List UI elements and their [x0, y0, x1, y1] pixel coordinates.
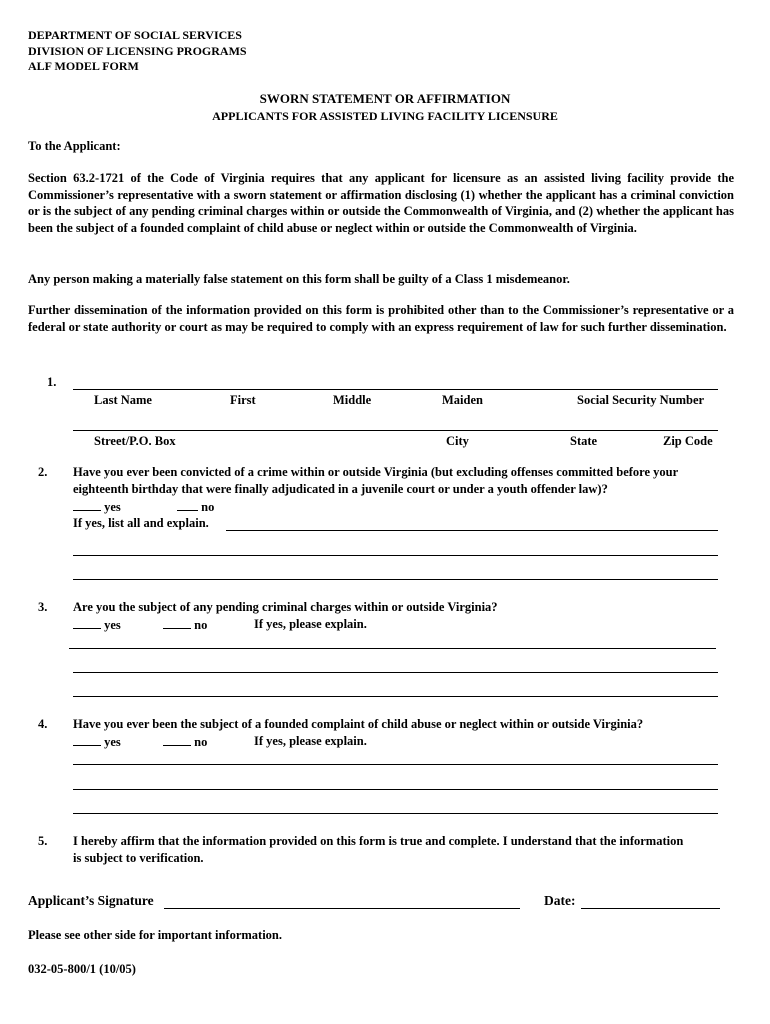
q3-explain-line-3[interactable] — [73, 696, 718, 697]
q4-no-row — [163, 733, 207, 751]
q2-explain-line-1[interactable] — [226, 530, 718, 531]
q2-explain-label: If yes, list all and explain. — [73, 516, 209, 530]
q5-text: I hereby affirm that the information provided on this form is true and complete. I understand that the information is subject to verification. — [73, 834, 684, 865]
q3-no-row — [163, 616, 207, 634]
q4-yes-row — [73, 733, 121, 751]
signature-label: Applicant’s Signature — [28, 893, 154, 908]
header-line-1: DEPARTMENT OF SOCIAL SERVICES — [28, 28, 242, 42]
q3-yes-label: yes — [104, 618, 121, 632]
maiden-name-label: Maiden — [442, 393, 483, 407]
q2-answer-row — [73, 498, 121, 516]
name-ssn-line[interactable] — [73, 389, 718, 390]
paragraph-dissemination: Further dissemination of the information provided on this form is prohibited other than to the Commissioner’s representative or a federal or state authority or court as may be required to comply with an express requirement of law for such further dissemination. — [28, 303, 734, 334]
q3-text: Are you the subject of any pending criminal charges within or outside Virginia? — [73, 600, 498, 614]
q3-explain-line-2[interactable] — [73, 672, 718, 673]
q2-number: 2. — [38, 465, 48, 479]
form-title: SWORN STATEMENT OR AFFIRMATION — [259, 91, 511, 106]
q2-no-row — [177, 498, 214, 516]
q4-no-blank[interactable] — [163, 733, 191, 746]
city-label: City — [446, 434, 469, 448]
q3-explain-label: If yes, please explain. — [254, 617, 367, 631]
date-line[interactable] — [581, 908, 720, 909]
q2-yes-label: yes — [104, 500, 121, 514]
street-label: Street/P.O. Box — [94, 434, 176, 448]
q2-explain-line-3[interactable] — [73, 579, 718, 580]
q4-explain-line-3[interactable] — [73, 813, 718, 814]
q3-no-blank[interactable] — [163, 616, 191, 629]
q4-explain-label: If yes, please explain. — [254, 734, 367, 748]
signature-line[interactable] — [164, 908, 520, 909]
q2-no-label: no — [201, 500, 215, 514]
q2-explain-line-2[interactable] — [73, 555, 718, 556]
salutation: To the Applicant: — [28, 139, 121, 153]
q3-yes-row — [73, 616, 121, 634]
q5-number: 5. — [38, 834, 48, 848]
q4-explain-line-2[interactable] — [73, 789, 718, 790]
ssn-label: Social Security Number — [577, 393, 705, 407]
q2-yes-blank[interactable] — [73, 498, 101, 511]
q3-number: 3. — [38, 600, 48, 614]
first-name-label: First — [230, 393, 256, 407]
agency-header — [28, 28, 247, 75]
other-side-note: Please see other side for important information. — [28, 928, 283, 942]
paragraph-legal-basis: Section 63.2-1721 of the Code of Virginia requires that any applicant for licensure as an assisted living facility provide the Commissioner’s representative with a sworn statement or affirmation disclosing (1) whether the applicant has a criminal conviction or is the subject of any pending criminal charges within or outside the Commonwealth of Virginia, and (2) whether the applicant has been the subject of a founded complaint of child abuse or neglect within or outside the Commonwealth of Virginia. — [28, 171, 734, 235]
q2-no-blank[interactable] — [177, 498, 198, 511]
state-label: State — [570, 434, 598, 448]
address-line[interactable] — [73, 430, 718, 431]
header-line-2: DIVISION OF LICENSING PROGRAMS — [28, 43, 247, 58]
q1-number: 1. — [47, 375, 57, 389]
q4-yes-label: yes — [104, 735, 121, 749]
last-name-label: Last Name — [94, 393, 152, 407]
form-subtitle: APPLICANTS FOR ASSISTED LIVING FACILITY LICENSURE — [212, 109, 558, 123]
middle-name-label: Middle — [333, 393, 372, 407]
paragraph-false-statement: Any person making a materially false statement on this form shall be guilty of a Class 1 misdemeanor. — [28, 272, 570, 286]
q4-yes-blank[interactable] — [73, 733, 101, 746]
form-number: 032-05-800/1 (10/05) — [28, 962, 136, 976]
date-label: Date: — [544, 893, 576, 908]
q2-text: Have you ever been convicted of a crime within or outside Virginia (but excluding offenses committed before your eighteenth birthday that were finally adjudicated in a juvenile court or under a youth offender law)? — [73, 465, 678, 496]
q4-text: Have you ever been the subject of a founded complaint of child abuse or neglect within or outside Virginia? — [73, 717, 644, 731]
q3-no-label: no — [194, 618, 208, 632]
q3-explain-line-1[interactable] — [69, 648, 716, 649]
header-line-3: ALF MODEL FORM — [28, 59, 139, 73]
q4-explain-line-1[interactable] — [73, 764, 718, 765]
zip-label: Zip Code — [663, 434, 713, 448]
q4-no-label: no — [194, 735, 208, 749]
q4-number: 4. — [38, 717, 48, 731]
q3-yes-blank[interactable] — [73, 616, 101, 629]
